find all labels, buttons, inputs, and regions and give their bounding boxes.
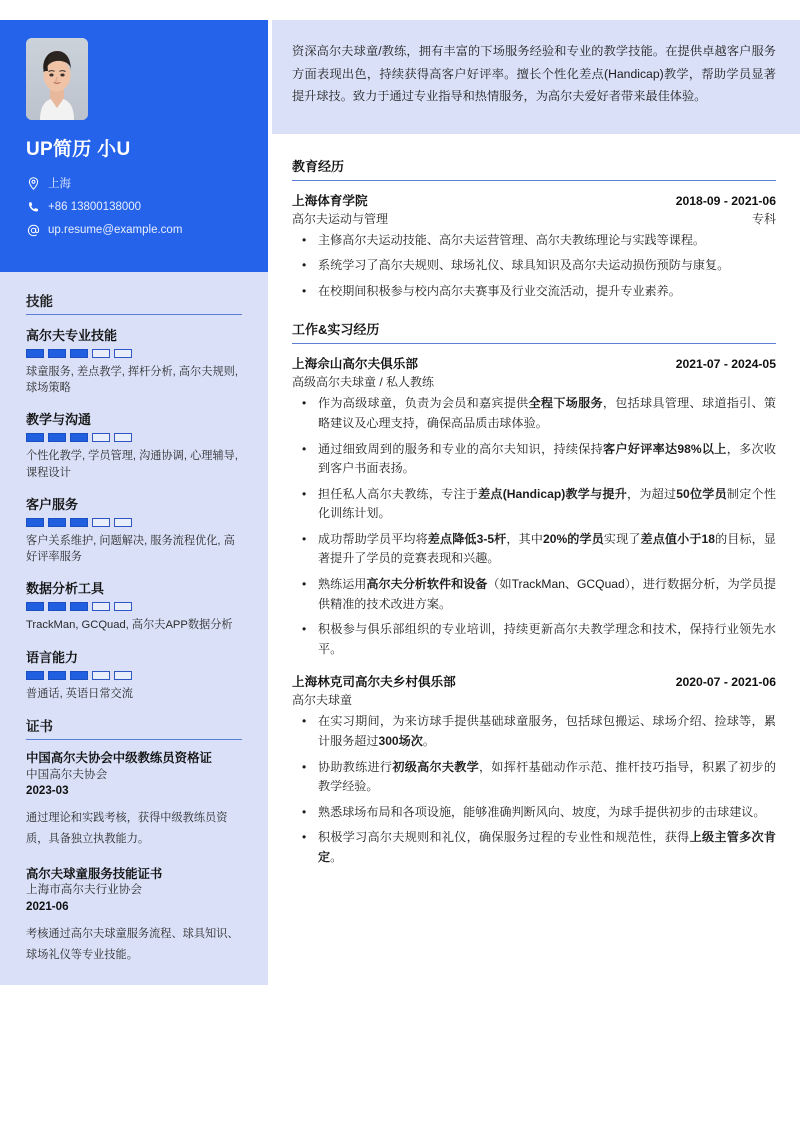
certificates-section bbox=[26, 715, 242, 966]
entry-subheader bbox=[292, 210, 776, 227]
education-entries bbox=[292, 190, 776, 302]
skill-level-box-empty bbox=[114, 518, 132, 527]
entry-date-range: 2020-07 - 2021-06 bbox=[675, 675, 776, 690]
skill-name: 客户服务 bbox=[26, 496, 79, 512]
summary-text: 资深高尔夫球童/教练，拥有丰富的下场服务经验和专业的教学技能。在提供卓越客户服务方面表现出色，持续获得高客户好评率。擅长个性化差点(Handicap)教学，帮助学员显著提升球技。致力于通过专业指导和热情服务，为高尔夫爱好者带来最佳体验。 bbox=[292, 44, 776, 104]
certificate-item bbox=[26, 866, 242, 966]
skill-level-box-empty bbox=[114, 349, 132, 358]
sidebar-header bbox=[0, 20, 268, 272]
sidebar bbox=[0, 20, 268, 985]
skill-level-meter bbox=[26, 518, 242, 527]
skill-level-box-empty bbox=[114, 671, 132, 680]
entry-organization: 上海佘山高尔夫俱乐部 bbox=[292, 357, 418, 372]
skill-level-box-filled bbox=[70, 433, 88, 442]
entry-date-range: 2021-07 - 2024-05 bbox=[675, 357, 776, 372]
certificate-date: 2021-06 bbox=[26, 900, 69, 914]
entry-bullet: • 作为高级球童，负责为会员和嘉宾提供全程下场服务，包括球具管理、球道指引、策略建议及心理支持，确保高品质击球体验。 bbox=[318, 394, 776, 433]
entry-organization: 上海体育学院 bbox=[292, 193, 368, 208]
skill-level-box-filled bbox=[26, 602, 44, 611]
education-section-title: 教育经历 bbox=[292, 156, 776, 181]
summary-band bbox=[272, 20, 800, 134]
entry-bullet: • 主修高尔夫运动技能、高尔夫运营管理、高尔夫教练理论与实践等课程。 bbox=[318, 231, 776, 251]
entry-subheader bbox=[292, 691, 776, 708]
entry-bullet: • 在实习期间，为来访球手提供基础球童服务，包括球包搬运、球场介绍、捡球等，累计服务超过300场次。 bbox=[318, 712, 776, 751]
skill-block bbox=[26, 494, 242, 565]
entry-date-range: 2018-09 - 2021-06 bbox=[675, 193, 776, 208]
contact-location bbox=[26, 175, 242, 191]
contact-phone-value: +86 13800138000 bbox=[48, 201, 142, 213]
skill-level-box-empty bbox=[92, 349, 110, 358]
skill-level-box-filled bbox=[70, 671, 88, 680]
person-name: UP简历 小U bbox=[26, 139, 131, 160]
skill-level-box-filled bbox=[70, 602, 88, 611]
skill-level-meter bbox=[26, 433, 242, 442]
timeline-entry bbox=[292, 190, 776, 302]
skill-description: 客户关系维护, 问题解决, 服务流程优化, 高好评率服务 bbox=[26, 534, 235, 564]
skill-level-box-empty bbox=[92, 671, 110, 680]
skills-list bbox=[26, 325, 242, 702]
skill-name: 语言能力 bbox=[26, 649, 79, 665]
entry-header bbox=[292, 671, 776, 690]
education-section bbox=[292, 156, 776, 302]
main-body bbox=[272, 134, 800, 868]
contact-location-value: 上海 bbox=[48, 178, 71, 190]
skill-level-box-filled bbox=[48, 349, 66, 358]
experience-section-title: 工作&实习经历 bbox=[292, 319, 776, 344]
main-column bbox=[272, 20, 800, 1110]
entry-degree: 专科 bbox=[751, 211, 776, 226]
certificate-title: 中国高尔夫协会中级教练员资格证 bbox=[26, 750, 212, 765]
entry-bullet: • 熟悉球场布局和各项设施，能够准确判断风向、坡度，为球手提供初步的击球建议。 bbox=[318, 803, 776, 823]
entry-organization: 上海林克司高尔夫乡村俱乐部 bbox=[292, 675, 456, 690]
entry-role: 高尔夫球童 bbox=[292, 693, 353, 708]
sidebar-body bbox=[0, 272, 268, 1005]
contact-phone bbox=[26, 200, 242, 214]
entry-bullet: • 积极参与俱乐部组织的专业培训，持续更新高尔夫教学理念和技术，保持行业领先水平。 bbox=[318, 620, 776, 659]
experience-section bbox=[292, 319, 776, 867]
entry-role: 高尔夫运动与管理 bbox=[292, 211, 389, 226]
contact-email bbox=[26, 223, 242, 237]
email-at-icon bbox=[26, 223, 41, 237]
entry-bullet-list bbox=[292, 712, 776, 867]
certificates-section-title: 证书 bbox=[26, 715, 242, 740]
certificate-item bbox=[26, 750, 242, 850]
skill-block bbox=[26, 409, 242, 480]
entry-header bbox=[292, 353, 776, 372]
skill-level-box-filled bbox=[26, 349, 44, 358]
skills-section bbox=[26, 290, 242, 702]
certificate-title: 高尔夫球童服务技能证书 bbox=[26, 866, 163, 881]
certificates-list bbox=[26, 750, 242, 966]
timeline-entry bbox=[292, 671, 776, 867]
skill-level-meter bbox=[26, 671, 242, 680]
entry-bullet-list bbox=[292, 394, 776, 659]
certificate-description: 考核通过高尔夫球童服务流程、球具知识、球场礼仪等专业技能。 bbox=[26, 927, 239, 961]
avatar bbox=[26, 38, 88, 120]
entry-bullet: • 通过细致周到的服务和专业的高尔夫知识，持续保持客户好评率达98%以上，多次收到客户书面表扬。 bbox=[318, 440, 776, 479]
entry-bullet: • 协助教练进行初级高尔夫教学，如挥杆基础动作示范、推杆技巧指导，积累了初步的教学经验。 bbox=[318, 758, 776, 797]
skill-block bbox=[26, 647, 242, 702]
skill-level-box-filled bbox=[26, 518, 44, 527]
entry-bullet: • 系统学习了高尔夫规则、球场礼仪、球具知识及高尔夫运动损伤预防与康复。 bbox=[318, 256, 776, 276]
entry-subheader bbox=[292, 373, 776, 390]
certificate-organization: 上海市高尔夫行业协会 bbox=[26, 883, 142, 897]
contact-email-value: up.resume@example.com bbox=[48, 224, 183, 236]
skill-level-box-empty bbox=[92, 602, 110, 611]
skill-level-box-filled bbox=[70, 349, 88, 358]
entry-bullet: • 在校期间积极参与校内高尔夫赛事及行业交流活动，提升专业素养。 bbox=[318, 282, 776, 302]
entry-bullet: • 熟练运用高尔夫分析软件和设备（如TrackMan、GCQuad），进行数据分析，为学员提供精准的技术改进方案。 bbox=[318, 575, 776, 614]
skill-description: 个性化教学, 学员管理, 沟通协调, 心理辅导, 课程设计 bbox=[26, 450, 238, 479]
timeline-entry bbox=[292, 353, 776, 659]
entry-bullet: • 积极学习高尔夫规则和礼仪，确保服务过程的专业性和规范性，获得上级主管多次肯定。 bbox=[318, 828, 776, 867]
skill-level-box-empty bbox=[92, 518, 110, 527]
skill-level-box-filled bbox=[48, 518, 66, 527]
skill-level-box-empty bbox=[92, 433, 110, 442]
location-pin-icon bbox=[26, 176, 41, 190]
skills-section-title: 技能 bbox=[26, 290, 242, 315]
skill-block bbox=[26, 325, 242, 396]
phone-icon bbox=[26, 200, 41, 214]
skill-block bbox=[26, 578, 242, 633]
skill-level-box-filled bbox=[26, 671, 44, 680]
skill-level-box-filled bbox=[70, 518, 88, 527]
certificate-organization: 中国高尔夫协会 bbox=[26, 767, 108, 781]
certificate-description: 通过理论和实践考核，获得中级教练员资质，具备独立执教能力。 bbox=[26, 812, 228, 845]
skill-level-meter bbox=[26, 349, 242, 358]
skill-name: 高尔夫专业技能 bbox=[26, 328, 118, 343]
skill-level-box-filled bbox=[48, 433, 66, 442]
skill-description: TrackMan, GCQuad, 高尔夫APP数据分析 bbox=[26, 619, 233, 632]
entry-role: 高级高尔夫球童 / 私人教练 bbox=[292, 375, 435, 390]
skill-name: 教学与沟通 bbox=[26, 412, 92, 428]
skill-level-box-filled bbox=[48, 671, 66, 680]
skill-description: 普通话, 英语日常交流 bbox=[26, 687, 133, 700]
skill-level-box-filled bbox=[48, 602, 66, 611]
entry-bullet-list bbox=[292, 231, 776, 302]
entry-header bbox=[292, 190, 776, 209]
skill-name: 数据分析工具 bbox=[26, 581, 105, 597]
certificate-date: 2023-03 bbox=[26, 784, 69, 798]
entry-bullet: • 担任私人高尔夫教练，专注于差点(Handicap)教学与提升，为超过50位学员制定个性化训练计划。 bbox=[318, 485, 776, 524]
skill-description: 球童服务, 差点教学, 挥杆分析, 高尔夫规则, 球场策略 bbox=[26, 366, 238, 395]
skill-level-box-empty bbox=[114, 433, 132, 442]
skill-level-box-empty bbox=[114, 602, 132, 611]
entry-bullet: • 成功帮助学员平均将差点降低3-5杆，其中20%的学员实现了差点值小于18的目标，显著提升了学员的竞赛表现和兴趣。 bbox=[318, 530, 776, 569]
skill-level-meter bbox=[26, 602, 242, 611]
experience-entries bbox=[292, 353, 776, 867]
skill-level-box-filled bbox=[26, 433, 44, 442]
